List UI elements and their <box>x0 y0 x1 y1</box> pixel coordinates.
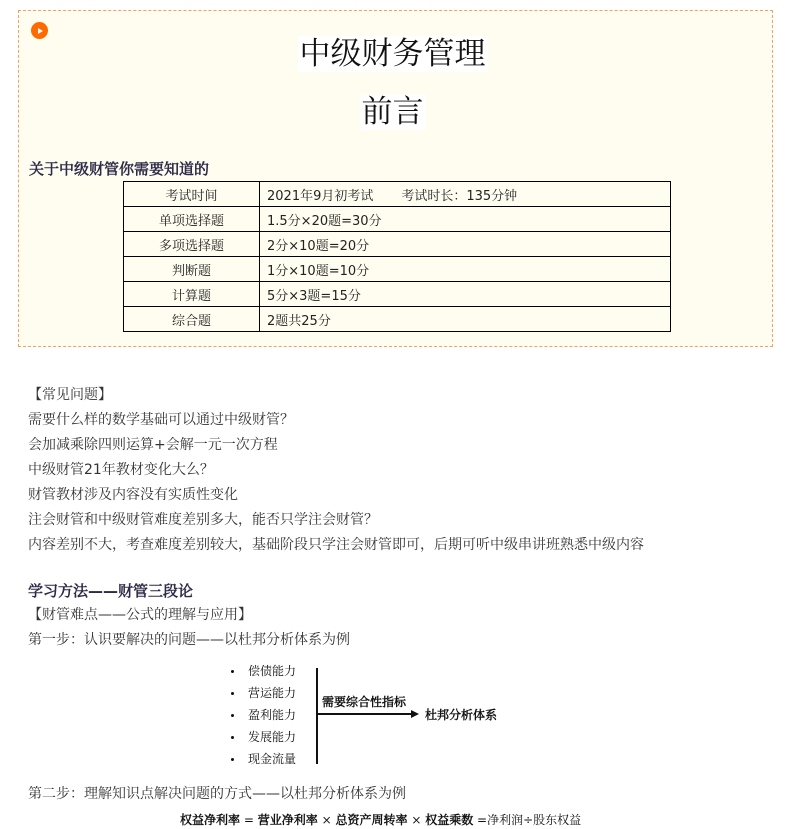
table-row <box>124 182 671 207</box>
table-row <box>124 282 671 307</box>
table-cell-value: 2分×10题=20分 <box>260 232 671 257</box>
arrow-right-icon <box>411 710 419 718</box>
bullet-icon <box>231 670 234 673</box>
diagram-item: 盈利能力 <box>231 706 296 723</box>
bullet-icon <box>231 736 234 739</box>
step2-text: 第二步：理解知识点解决问题的方式——以杜邦分析体系为例 <box>28 786 406 802</box>
table-row <box>124 307 671 332</box>
table-row <box>124 257 671 282</box>
table-cell-label: 计算题 <box>124 282 260 307</box>
table-cell-value: 1.5分×20题=30分 <box>260 207 671 232</box>
table-cell-label: 综合题 <box>124 307 260 332</box>
step1-text: 第一步：认识要解决的问题——以杜邦分析体系为例 <box>28 632 350 648</box>
table-cell-value: 2021年9月初考试 考试时长：135分钟 <box>260 182 671 207</box>
diagram-item: 现金流量 <box>231 750 296 767</box>
bullet-icon <box>231 714 234 717</box>
faq-question: 中级财管21年教材变化大么？ <box>28 462 214 478</box>
table-cell-value: 5分×3题=15分 <box>260 282 671 307</box>
table-row <box>124 207 671 232</box>
table-cell-label: 考试时间 <box>124 182 260 207</box>
about-heading: 关于中级财管你需要知道的 <box>29 160 210 178</box>
bullet-icon <box>231 758 234 761</box>
faq-answer: 会加减乘除四则运算+会解一元一次方程 <box>28 437 278 453</box>
faq-heading: 【常见问题】 <box>28 387 112 403</box>
table-cell-label: 判断题 <box>124 257 260 282</box>
diagram-target: 杜邦分析体系 <box>425 708 498 722</box>
faq-question: 注会财管和中级财管难度差别多大，能否只学注会财管？ <box>28 512 378 528</box>
table-cell-label: 单项选择题 <box>124 207 260 232</box>
faq-answer: 财管教材涉及内容没有实质性变化 <box>28 487 238 503</box>
faq-question: 需要什么样的数学基础可以通过中级财管？ <box>28 412 294 428</box>
dupont-diagram <box>225 660 525 770</box>
arrow-line <box>317 713 413 715</box>
arrow-label: 需要综合性指标 <box>322 695 407 709</box>
bracket-line <box>316 668 318 764</box>
page-title: 中级财务管理 <box>299 36 486 72</box>
table-cell-value: 1分×10题=10分 <box>260 257 671 282</box>
method-heading: 学习方法——财管三段论 <box>28 582 194 600</box>
method-subheading: 【财管难点——公式的理解与应用】 <box>28 607 252 623</box>
diagram-item: 发展能力 <box>231 728 296 745</box>
diagram-item: 偿债能力 <box>231 662 296 679</box>
dupont-formula: 权益净利率 = 营业净利率 × 总资产周转率 × 权益乘数 =净利润÷股东权益 <box>180 813 582 827</box>
page-subtitle: 前言 <box>361 94 424 130</box>
diagram-item: 营运能力 <box>231 684 296 701</box>
faq-answer: 内容差别不大，考查难度差别较大，基础阶段只学注会财管即可，后期可听中级串讲班熟悉中级内容 <box>28 537 644 553</box>
bullet-icon <box>231 692 234 695</box>
table-cell-label: 多项选择题 <box>124 232 260 257</box>
exam-info-table <box>123 181 671 332</box>
table-row <box>124 232 671 257</box>
table-cell-value: 2题共25分 <box>260 307 671 332</box>
